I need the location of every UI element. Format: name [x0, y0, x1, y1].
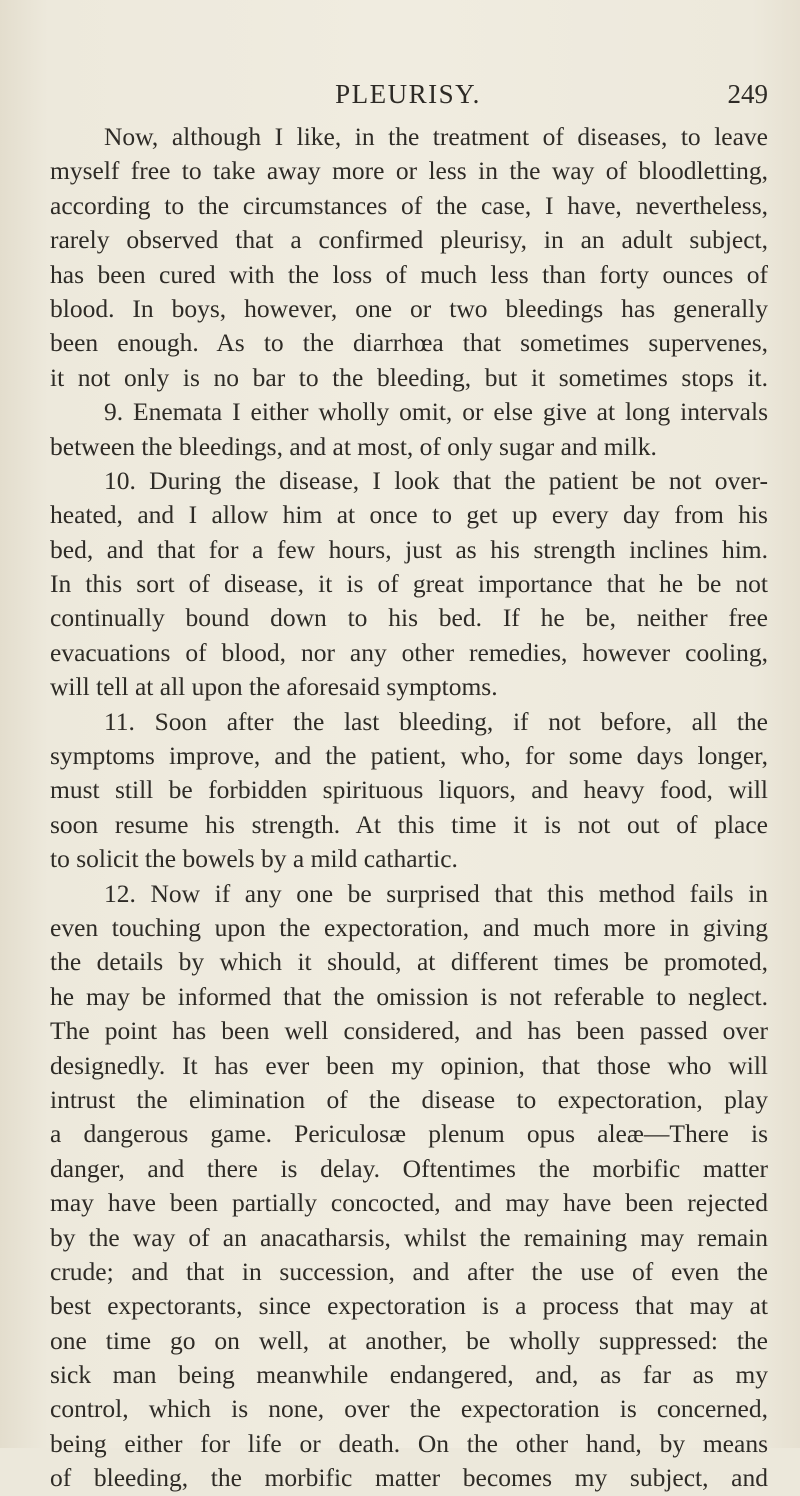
text-line: intrust the elimination of the disease to expectoration, play	[50, 1084, 768, 1114]
text-line: according to the circumstances of the case, I have, nevertheless,	[50, 190, 768, 220]
text-line: evacuations of blood, nor any other remedies, however cooling,	[50, 637, 768, 667]
text-line: must still be forbidden spirituous liquors, and heavy food, will	[50, 775, 768, 805]
text-line: 11. Soon after the last bleeding, if not before, all the	[104, 706, 768, 736]
text-line: soon resume his strength. At this time it is not out of place	[50, 809, 768, 839]
text-line: best expectorants, since expectoration is a process that may at	[50, 1291, 768, 1321]
text-line: even touching upon the expectoration, and much more in giving	[50, 912, 768, 942]
text-line: 12. Now if any one be surprised that this method fails in	[104, 878, 768, 908]
text-line: between the bleedings, and at most, of only sugar and milk.	[50, 431, 657, 461]
text-line: will tell at all upon the aforesaid symptoms.	[50, 672, 498, 702]
text-line: control, which is none, over the expectoration is concerned,	[50, 1394, 768, 1424]
page-number: 249	[727, 79, 768, 109]
text-line: by the way of an anacatharsis, whilst the remaining may remain	[50, 1222, 768, 1252]
body-text	[50, 120, 768, 1496]
text-line: In this sort of disease, it is of great importance that he be not	[50, 569, 768, 599]
text-line: danger, and there is delay. Oftentimes the morbific matter	[50, 1153, 768, 1183]
text-line: of bleeding, the morbific matter becomes my subject, and	[50, 1463, 768, 1493]
text-line: continually bound down to his bed. If he be, neither free	[50, 603, 768, 633]
text-line: designedly. It has ever been my opinion, that those who will	[50, 1050, 768, 1080]
text-line: has been cured with the loss of much less than forty ounces of	[50, 259, 768, 289]
text-line: crude; and that in succession, and after the use of even the	[50, 1256, 768, 1286]
text-line: blood. In boys, however, one or two bleedings has generally	[50, 293, 768, 323]
running-head	[48, 76, 768, 112]
text-line: sick man being meanwhile endangered, and, as far as my	[50, 1360, 768, 1390]
text-line: The point has been well considered, and has been passed over	[50, 1016, 768, 1046]
text-line: rarely observed that a confirmed pleurisy, in an adult subject,	[50, 225, 768, 255]
text-line: one time go on well, at another, be wholly suppressed: the	[50, 1325, 768, 1355]
text-line: 9. Enemata I either wholly omit, or else give at long intervals	[104, 397, 768, 427]
running-title: PLEURISY.	[335, 79, 481, 109]
text-line: myself free to take away more or less in the way of bloodletting,	[50, 156, 768, 186]
text-line: the details by which it should, at different times be promoted,	[50, 947, 768, 977]
text-line: may have been partially concocted, and may have been rejected	[50, 1188, 768, 1218]
text-line: he may be informed that the omission is not referable to neglect.	[50, 981, 768, 1011]
text-line: to solicit the bowels by a mild cathartic.	[50, 844, 458, 874]
text-line: a dangerous game. Periculosæ plenum opus aleæ—There is	[50, 1119, 768, 1149]
text-line: 10. During the disease, I look that the patient be not over-	[104, 465, 768, 495]
text-line: symptoms improve, and the patient, who, for some days longer,	[50, 741, 768, 771]
text-line: Now, although I like, in the treatment of diseases, to leave	[104, 122, 768, 151]
text-line: been enough. As to the diarrhœa that sometimes supervenes,	[50, 328, 768, 358]
text-line: heated, and I allow him at once to get up every day from his	[50, 500, 768, 530]
text-line: being either for life or death. On the other hand, by means	[50, 1428, 768, 1458]
text-line: it not only is no bar to the bleeding, but it sometimes stops it.	[50, 362, 768, 392]
text-line: bed, and that for a few hours, just as his strength inclines him.	[50, 534, 768, 564]
